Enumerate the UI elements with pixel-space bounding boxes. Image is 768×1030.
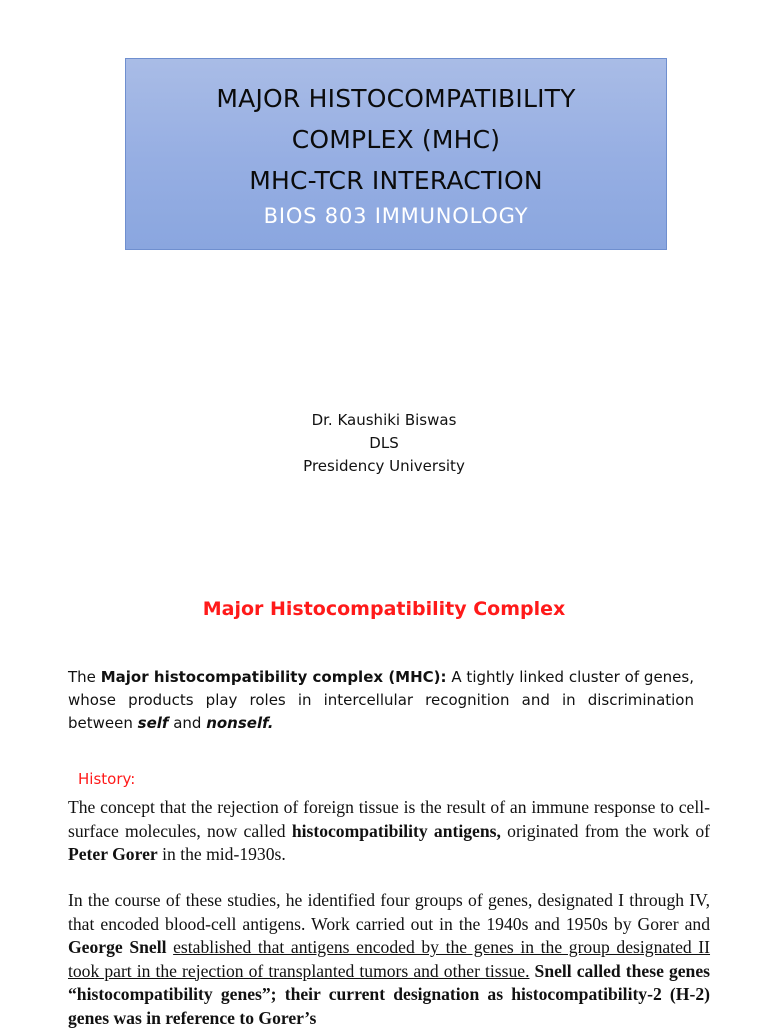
p1-bold-1: histocompatibility antigens, xyxy=(291,820,501,841)
p2-bold-1: George Snell xyxy=(68,937,167,957)
p2-text-1: In the course of these studies, he identified four groups of genes, designated I through IV, that encoded blood-cell antigens. Work carried out in the 1940s and 1950s by Gorer and xyxy=(68,890,710,934)
p1-text-1: The concept that the rejection of foreign tissue is the result of an immune response to cell-surface molecules, now called xyxy=(68,797,710,841)
author-institution: Presidency University xyxy=(303,457,465,475)
p1-bold-2: Peter Gorer xyxy=(68,844,158,864)
section-heading: Major Histocompatibility Complex xyxy=(202,598,566,620)
definition-text: A tightly linked cluster of genes, whose products play roles in intercellular recognition and in discrimination between xyxy=(68,668,694,732)
course-subtitle: BIOS 803 IMMUNOLOGY xyxy=(263,204,529,228)
mhc-definition xyxy=(68,666,694,735)
author-department: DLS xyxy=(369,434,399,452)
definition-lead: The xyxy=(68,668,101,686)
p1-text-2: originated from the work of xyxy=(500,820,710,841)
author-block xyxy=(0,409,768,478)
title-line-1: MAJOR HISTOCOMPATIBILITY xyxy=(216,84,576,113)
history-label: History: xyxy=(78,770,136,788)
definition-nonself: nonself. xyxy=(206,714,274,732)
definition-and: and xyxy=(168,714,207,732)
p1-text-3: in the mid-1930s. xyxy=(157,844,286,864)
definition-self: self xyxy=(137,714,169,732)
history-paragraph-2 xyxy=(68,889,710,1030)
p2-bold-2: Snell called these genes “histocompatibility genes”; their current designation as histocompatibility-2 (H-2) genes was in reference to Gorer’s xyxy=(68,960,710,1028)
title-line-3: MHC-TCR INTERACTION xyxy=(249,166,543,195)
title-line-2: COMPLEX (MHC) xyxy=(291,125,501,154)
history-paragraph-1 xyxy=(68,796,710,867)
definition-term: Major histocompatibility complex (MHC): xyxy=(100,668,447,686)
title-banner xyxy=(125,58,667,250)
author-name: Dr. Kaushiki Biswas xyxy=(311,411,457,429)
p2-underlined: established that antigens encoded by the genes in the group designated II took part in the rejection of transplanted tumors and other tissue. xyxy=(68,937,711,981)
